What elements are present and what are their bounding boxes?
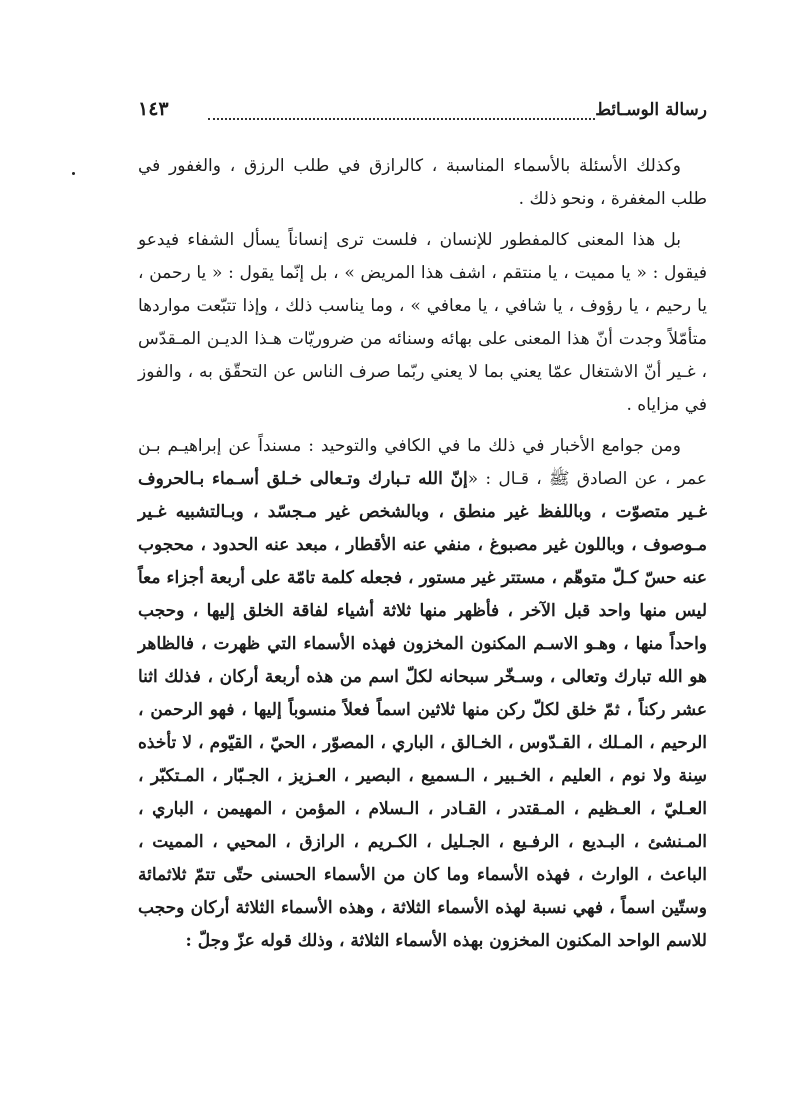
paragraph-1: وكذلك الأسئلة بالأسماء المناسبة ، كالرازق في طلب الرزق ، والغفور في طلب المغفرة ، ونحو ذلك . [138, 156, 707, 209]
paragraph-3 [138, 430, 707, 958]
page-number: ١٤٣ [138, 98, 169, 120]
header-dotted-leader [208, 98, 595, 120]
running-title: رسالة الوسـائط [595, 100, 707, 120]
body-text [138, 150, 707, 966]
paragraph-3-intro: ومن جوامع الأخبار في ذلك ما في الكافي والتوحيد : مسنداً عن إبراهيـم بـن عمر ، عن الصادق ﷺ ، قـال : « [138, 436, 707, 489]
paragraph-2: بل هذا المعنى كالمفطور للإنسان ، فلست ترى إنساناً يسأل الشفاء فيدعو فيقول : « يا مميت ، يا منتقم ، اشف هذا المريض » ، بل إنّما يقول : « يا رحمن ، يا رحيم ، يا رؤوف ، يا شافي ، يا معافي » ، وما يناسب ذلك ، وإذا تتبّعت مواردها متأمّلاً وجدت أنّ هذا المعنى على بهائه وسنائه من ضروريّات هـذا الديـن المـقدّس ، غـير أنّ الاشتغال عمّا يعني بما لا يعني ربّما صرف الناس عن التحقّق به ، والفوز في مزاياه . [138, 230, 707, 415]
margin-mark [72, 172, 75, 175]
running-header [138, 98, 707, 132]
hadith-quote: إنّ الله تـبارك وتـعالى خـلق أسـماء بـالحروف غـير متصوّت ، وباللفظ غير منطق ، وبالشخص غير مـجسّد ، وبـالتشبيه غـير مـوصوف ، وباللون غير مصبوغ ، منفي عنه الأقطار ، مبعد عنه الحدود ، محجوب عنه حسّ كـلّ متوهّم ، مستتر غير مستور ، فجعله كلمة تامّة على أربعة أجزاء معاً ليس منها واحد قبل الآخر ، فأظهر منها ثلاثة أشياء لفاقة الخلق إليها ، وحجب واحداً منها ، وهـو الاسـم المكنون المخزون فهذه الأسماء التي ظهرت ، فالظاهر هو الله تبارك وتعالى ، وسـخّر سبحانه لكلّ اسم من هذه أربعة أركان ، فذلك اثنا عشر ركناً ، ثمّ خلق لكلّ ركن منها ثلاثين اسماً فعلاً منسوباً إليها ، فهو الرحمن ، الرحيم ، المـلك ، القـدّوس ، الخـالق ، الباري ، المصوّر ، الحيّ ، القيّوم ، لا تأخذه سِنة ولا نوم ، العليم ، الخـبير ، الـسميع ، البصير ، العـزيز ، الجـبّار ، المـتكبّر ، العـليّ ، العـظيم ، المـقتدر ، القـادر ، الـسلام ، المؤمن ، المهيمن ، الباري ، المـنشئ ، البـديع ، الرفـيع ، الجـليل ، الكـريم ، الرازق ، المحيي ، المميت ، الباعث ، الوارث ، فهذه الأسماء وما كان من الأسماء الحسنى حتّى تتمّ ثلاثمائة وستّين اسماً ، فهي نسبة لهذه الأسماء الثلاثة ، وهذه الأسماء الثلاثة أركان وحجب للاسم الواحد المكنون المخزون بهذه الأسماء الثلاثة ، وذلك قوله عزّ وجلّ : [138, 469, 707, 951]
